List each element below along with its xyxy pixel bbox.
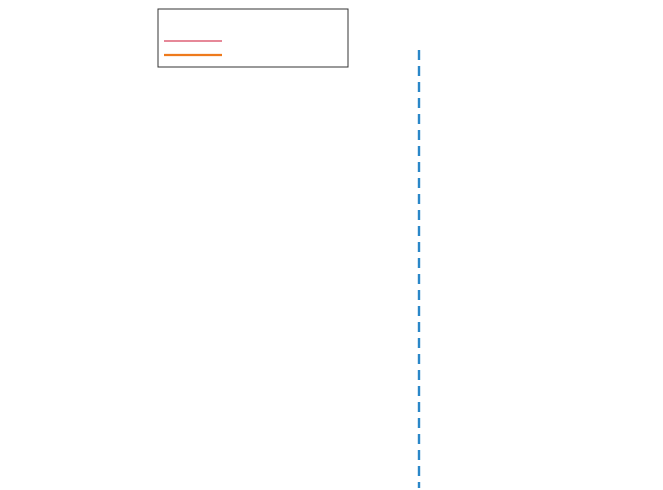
- top-chart-legend: [158, 9, 348, 67]
